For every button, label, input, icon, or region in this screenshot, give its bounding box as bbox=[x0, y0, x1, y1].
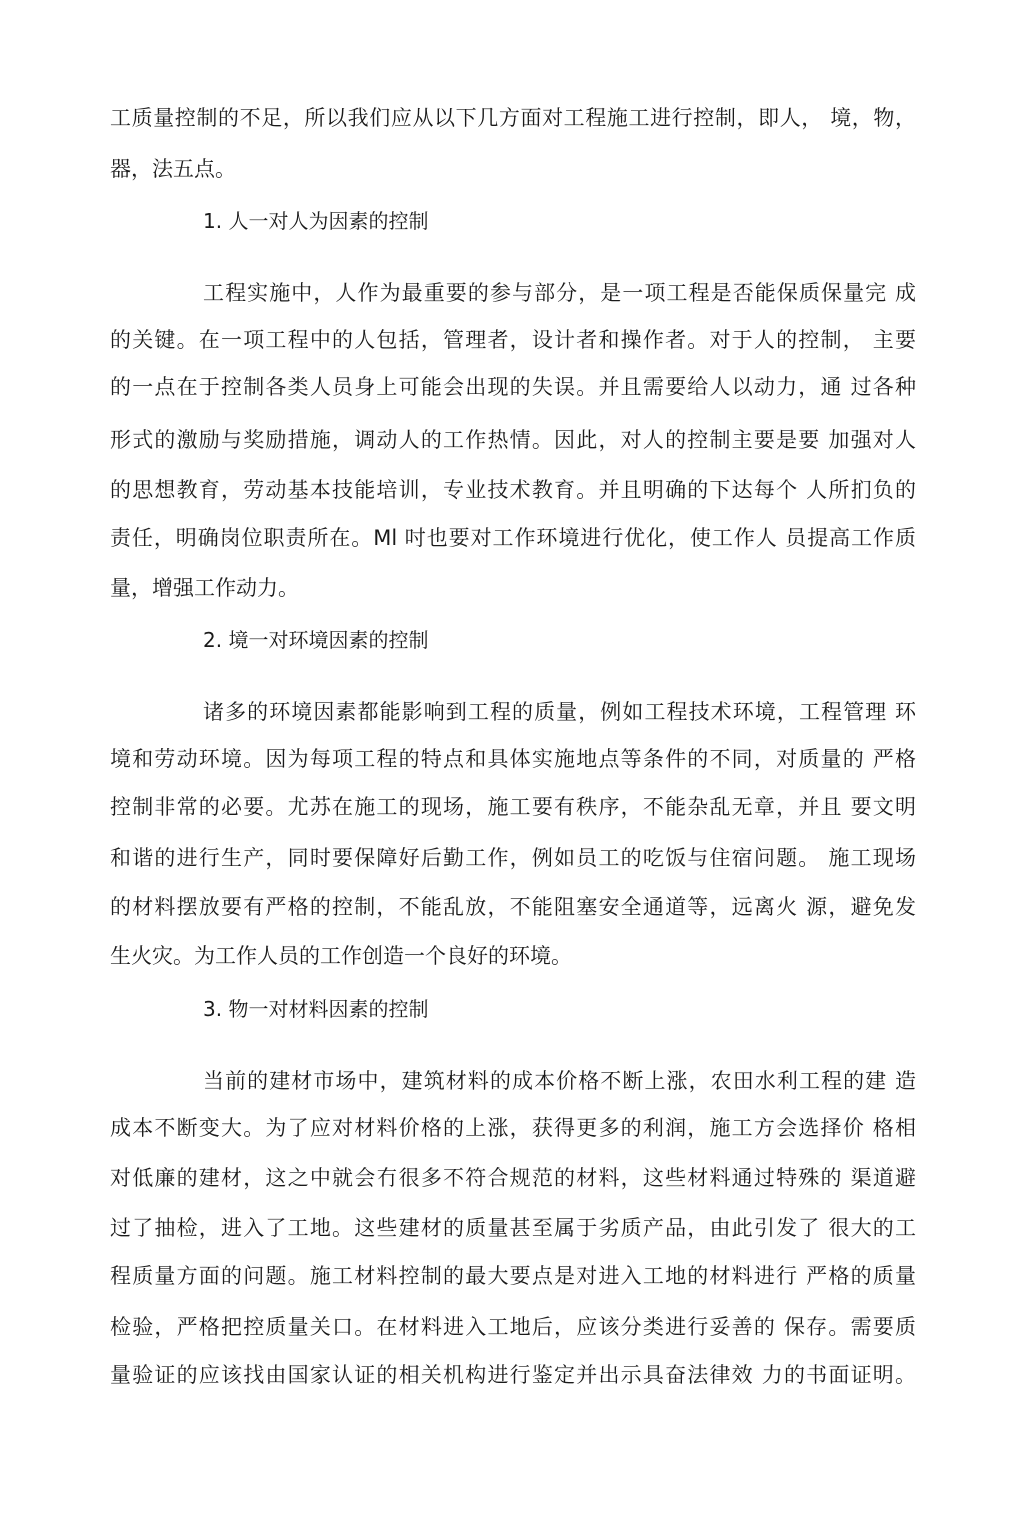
section-3-heading: 3. 物一对材料因素的控制 bbox=[203, 997, 429, 1021]
section-2-line-1: 诸多的环境因素都能影响到工程的质量，例如工程技术环境，工程管理 环 bbox=[203, 700, 916, 724]
section-1-line-5: 的思想教育，劳动基本技能培训，专业技术教育。并且明确的下达每个 人所扪负的 bbox=[110, 478, 916, 502]
section-1-line-7: 量，增强工作动力。 bbox=[110, 576, 299, 600]
section-2-line-4: 和谐的进行生产，同时要保障好后勤工作，例如员工的吃饭与住宿问题。 施工现场 bbox=[110, 846, 916, 870]
section-2-line-6: 生火灾。为工作人员的工作创造一个良好的环境。 bbox=[110, 944, 572, 968]
section-2-line-3: 控制非常的必要。尤苏在施工的现场，施工要有秩序，不能杂乱无章，并且 要文明 bbox=[110, 795, 916, 819]
section-2-heading: 2. 境一对环境因素的控制 bbox=[203, 628, 429, 652]
section-1-line-2: 的关键。在一项工程中的人包括，管理者，设计者和操作者。对于人的控制， 主要 bbox=[110, 328, 916, 352]
section-1-heading: 1. 人一对人为因素的控制 bbox=[203, 209, 429, 233]
section-2-line-2: 境和劳动环境。因为每项工程的特点和具体实施地点等条件的不同，对质量的 严格 bbox=[110, 747, 916, 771]
section-1-line-3: 的一点在于控制各类人员身上可能会出现的失误。并且需要给人以动力，通 过各种 bbox=[110, 375, 916, 399]
section-1-line-4: 形式的激励与奖励措施，调动人的工作热情。因此，对人的控制主要是要 加强对人 bbox=[110, 428, 916, 452]
intro-line-1: 工质量控制的不足，所以我们应从以下几方面对工程施工进行控制，即人， 境，物， bbox=[110, 106, 917, 130]
section-1-line-6: 责任，明确岗位职责所在。Ml 吋也要对工作环境进行优化，使工作人 员提高工作质 bbox=[110, 526, 916, 550]
section-2-line-5: 的材料摆放要有严格的控制，不能乱放，不能阻塞安全通道等，远离火 源，避免发 bbox=[110, 895, 916, 919]
section-3-line-6: 检验，严格把控质量关口。在材料进入工地后，应该分类进行妥善的 保存。需要质 bbox=[110, 1315, 916, 1339]
section-3-line-7: 量验证的应该找由国家认证的相关机构进行鉴定并出示具奋法律效 力的书面证明。 bbox=[110, 1363, 916, 1387]
section-3-line-1: 当前的建材市场中，建筑材料的成本价格不断上涨，农田水利工程的建 造 bbox=[203, 1069, 916, 1093]
section-3-line-2: 成本不断变大。为了应对材料价格的上涨，获得更多的利润，施工方会选择价 格相 bbox=[110, 1116, 916, 1140]
intro-line-2: 器，法五点。 bbox=[110, 157, 236, 181]
section-1-line-1: 工程实施中，人作为最重要的参与部分，是一项工程是否能保质保量完 成 bbox=[203, 281, 916, 305]
section-3-line-5: 程质量方面的问题。施工材料控制的最大要点是对进入工地的材料进行 严格的质量 bbox=[110, 1264, 916, 1288]
section-3-line-4: 过了抽检，进入了工地。这些建材的质量甚至属于劣质产品，由此引发了 很大的工 bbox=[110, 1216, 916, 1240]
section-3-line-3: 对低廉的建材，这之中就会冇很多不符合规范的材料，这些材料通过特殊的 渠道避 bbox=[110, 1166, 916, 1190]
